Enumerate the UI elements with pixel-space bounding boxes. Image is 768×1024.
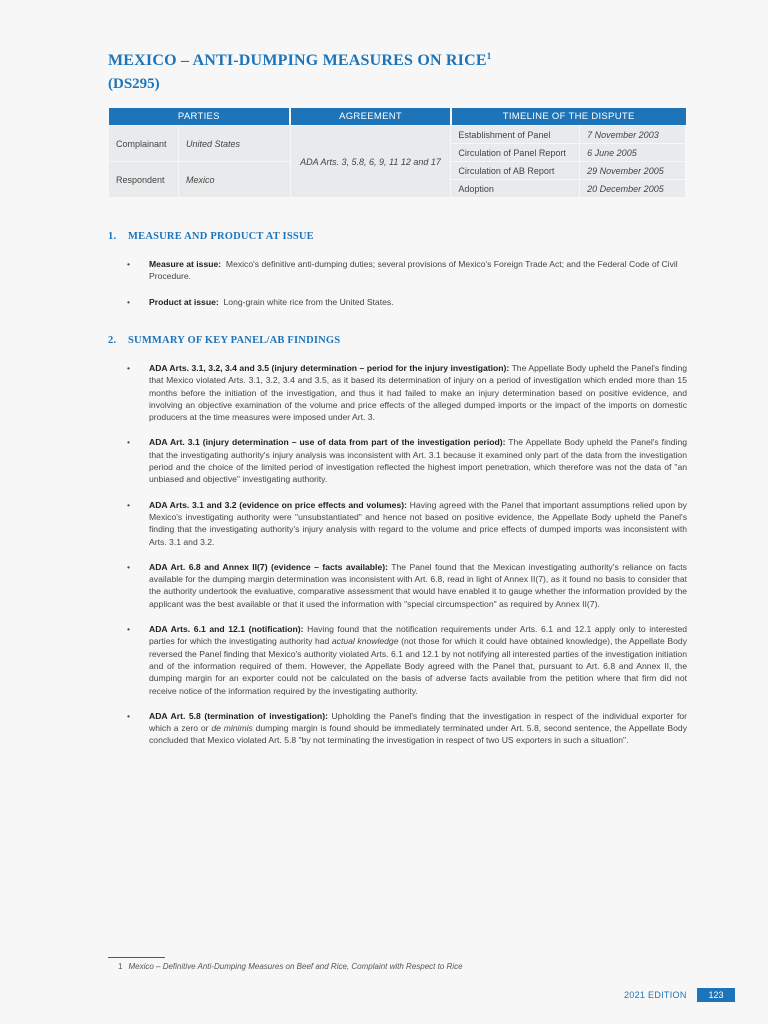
item-label: ADA Arts. 3.1 and 3.2 (evidence on price effects and volumes): <box>149 499 407 510</box>
bullet-icon: • <box>127 437 131 448</box>
timeline-event: Establishment of Panel <box>451 126 580 144</box>
bullet-icon: • <box>127 363 131 373</box>
item-text: Mexico's definitive anti-dumping duties; several provisions of Mexico's Foreign Trade Act; and the Federal Code of Civil Procedure. <box>149 259 678 282</box>
bullet-icon: • <box>127 296 131 307</box>
agreement-articles: ADA Arts. 3, 5.8, 6, 9, 11 12 and 17 <box>290 126 451 198</box>
bullet-icon: • <box>127 624 131 635</box>
item-text: Having agreed with the Panel that important assumptions relied upon by Mexico's investigating authority were "unsubstantiated" and hence not based on positive evidence, the Appellate Body upheld the Panel's finding that the investigating authority's injury analysis with regard to the volume and price effects of dumped imports was inconsistent with Arts. 3.1 and 3.2. <box>149 499 687 547</box>
document-title <box>108 52 491 70</box>
list-item <box>127 499 687 548</box>
timeline-date: 6 June 2005 <box>580 144 686 162</box>
table-header-row <box>109 108 686 126</box>
key-findings-list <box>127 362 687 747</box>
list-item <box>127 710 687 747</box>
measure-product-list <box>127 258 687 308</box>
bullet-icon: • <box>127 561 131 572</box>
item-label: ADA Art. 3.1 (injury determination – use of data from part of the investigation period): <box>149 437 506 448</box>
title-footnote-marker[interactable]: 1 <box>486 51 492 61</box>
section-title: MEASURE AND PRODUCT AT ISSUE <box>128 231 314 242</box>
timeline-event: Circulation of AB Report <box>451 162 580 180</box>
item-label: ADA Arts. 3.1, 3.2, 3.4 and 3.5 (injury determination – period for the injury investigation): <box>149 363 510 373</box>
item-label: ADA Arts. 6.1 and 12.1 (notification): <box>149 624 304 635</box>
dispute-number: (DS295) <box>108 76 160 92</box>
timeline-date: 20 December 2005 <box>580 180 686 198</box>
bullet-icon: • <box>127 259 131 269</box>
section-heading-measure-product <box>108 231 314 242</box>
section-number: 1. <box>108 231 117 242</box>
item-emphasis: de minimis <box>211 723 253 734</box>
footnote <box>118 962 463 971</box>
item-text: Having found that the notification requirements under Arts. 6.1 and 12.1 apply only to interested parties for which the investigating authority had <box>149 624 687 647</box>
dispute-summary-table <box>108 108 686 198</box>
list-item <box>127 296 687 308</box>
party-member-complainant: United States <box>178 126 290 162</box>
item-emphasis: actual knowledge <box>331 636 399 647</box>
edition-label: 2021 EDITION <box>624 990 687 1000</box>
section-title: SUMMARY OF KEY PANEL/AB FINDINGS <box>128 335 341 346</box>
timeline-date: 29 November 2005 <box>580 162 686 180</box>
list-item <box>127 258 687 283</box>
header-parties: PARTIES <box>109 108 291 126</box>
party-member-respondent: Mexico <box>178 162 290 198</box>
header-agreement: AGREEMENT <box>290 108 451 126</box>
bullet-icon: • <box>127 710 131 721</box>
footnote-text: Mexico – Definitive Anti-Dumping Measures on Beef and Rice, Complaint with Respect to Rice <box>128 962 463 971</box>
footnote-divider <box>108 957 165 958</box>
title-text: MEXICO – ANTI-DUMPING MEASURES ON RICE <box>108 52 487 69</box>
item-text: dumping margin is found should be immediately terminated under Art. 5.8, second sentence, the Appellate Body concluded that Mexico violated Art. 5.8 "by not terminating the investigation in respect of two US exporters in such a situation". <box>149 723 687 746</box>
timeline-event: Circulation of Panel Report <box>451 144 580 162</box>
list-item <box>127 623 687 697</box>
bullet-icon: • <box>127 499 131 510</box>
header-timeline: TIMELINE OF THE DISPUTE <box>451 108 686 126</box>
table-row <box>109 126 686 144</box>
item-label: ADA Art. 5.8 (termination of investigation): <box>149 710 328 721</box>
item-label: Measure at issue: <box>149 259 222 269</box>
section-heading-key-findings <box>108 335 340 346</box>
item-text: The Appellate Body upheld the Panel's finding that Mexico violated Arts. 3.1, 3.2, 3.4 and 3.5, as it based its determination of injury on a period of investigation which ended more than 15 months before the initiation of the investigation, and thus it had failed to make an injury determination based on positive evidence, and involving an objective examination of the volume and price effects of the alleged dumped imports or the impact of the imports on domestic producers at the time measures were imposed under Art. 3. <box>149 363 688 423</box>
party-role-respondent: Respondent <box>109 162 179 198</box>
list-item <box>127 436 687 485</box>
party-role-complainant: Complainant <box>109 126 179 162</box>
item-text: Upholding the Panel's finding that the investigation in respect of the individual exporter for which a zero or <box>149 710 687 734</box>
footnote-number: 1 <box>118 962 123 971</box>
item-text: The Panel found that the Mexican investigating authority's reliance on facts available for the dumping margin determination was inconsistent with Art. 6.8, read in light of Annex II(7), as it found no basis to consider that the authority undertook the evaluative, comparative assessment that would have enabled it to gauge whether the information provided by the applicant was the best available or that it used the information with "special circumspection" as required by Annex II(7). <box>149 561 687 609</box>
list-item <box>127 561 687 610</box>
timeline-event: Adoption <box>451 180 580 198</box>
page-number: 123 <box>697 988 735 1002</box>
item-text: Long-grain white rice from the United States. <box>223 296 394 307</box>
section-number: 2. <box>108 335 117 346</box>
list-item <box>127 362 687 423</box>
item-label: ADA Art. 6.8 and Annex II(7) (evidence – facts available): <box>149 561 388 572</box>
item-text: The Appellate Body upheld the Panel's finding that the investigating authority's injury analysis was inconsistent with Art. 3.1 because it examined only part of the data from the investigation period and the choice of the limited period of investigation reflected the highest import penetration, which therefore was not the data of "an unbiased and objective" investigating authority. <box>149 437 688 485</box>
timeline-date: 7 November 2003 <box>580 126 686 144</box>
item-text: (not those for which it could have obtained knowledge), the Appellate Body reversed the Panel finding that Mexico's authority violated Arts. 6.1 and 12.1 by not notifying all interested parties of the investigation initiation and of the information required of them. However, the Appellate Body agreed with the Panel that, pursuant to Art. 6.8 and Annex II, the dumping margin for an exporter could not be calculated on the basis of adverse facts available from the petition where that firm did not receive notice of the information required by the investigating authority. <box>149 636 687 696</box>
item-label: Product at issue: <box>149 296 219 307</box>
